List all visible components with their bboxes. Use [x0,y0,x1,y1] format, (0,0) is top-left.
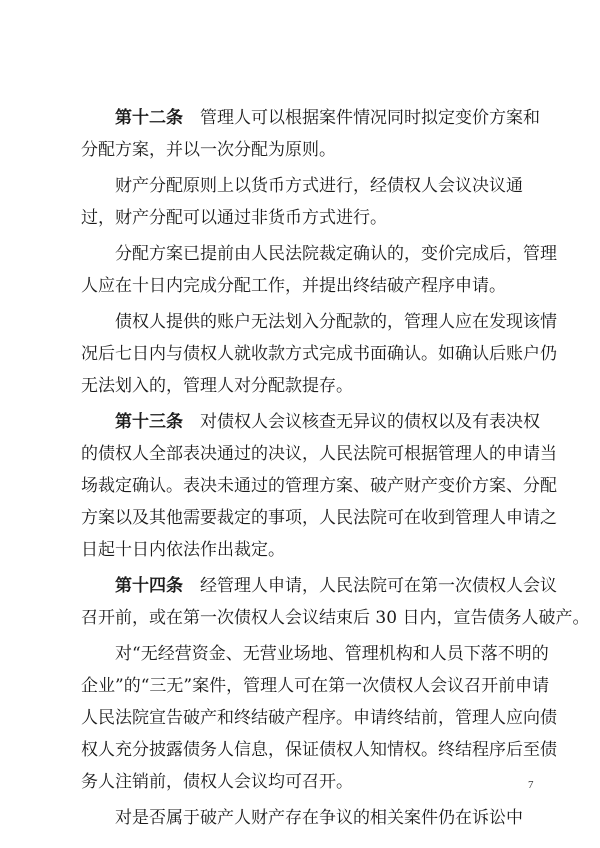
text-line [0,502,600,534]
text-line [0,670,600,702]
text-segment: 场裁定确认。表决未通过的管理方案、破产财产变价方案、分配 [81,476,557,496]
text-segment: 企业”的“三无”案件，管理人可在第一次债权人会议召开前申请 [81,676,550,696]
text-line [0,570,600,602]
text-line [0,238,600,270]
text-line [0,734,600,766]
text-segment: 对“无经营资金、无营业场地、管理机构和人员下落不明的 [115,644,549,664]
text-segment: 的债权人全部表决通过的决议，人民法院可根据管理人的申请当 [81,444,557,464]
article-heading: 第十三条 [115,412,183,432]
text-line [0,438,600,470]
text-line [0,470,600,502]
text-segment: 无法划入的，管理人对分配款提存。 [81,376,353,396]
text-segment: 权人充分披露债务人信息，保证债权人知情权。终结程序后至债 [81,740,557,760]
text-line [0,602,600,634]
text-segment: 过，财产分配可以通过非货币方式进行。 [81,208,387,228]
text-segment: 债权人提供的账户无法划入分配款的，管理人应在发现该情 [115,312,557,332]
text-segment: 人民法院宣告破产和终结破产程序。申请终结前，管理人应向债 [81,708,557,728]
text-line [0,202,600,234]
text-line [0,270,600,302]
text-segment: 分配方案，并以一次分配为原则。 [81,140,336,160]
text-segment: 召开前，或在第一次债权人会议结束后 30 日内，宣告债务人破产。 [81,608,590,628]
text-line [0,534,600,566]
text-segment: 对是否属于破产人财产存在争议的相关案件仍在诉讼中 [115,808,523,828]
text-segment: 管理人可以根据案件情况同时拟定变价方案和 [183,108,540,128]
text-segment: 财产分配原则上以货币方式进行，经债权人会议决议通 [115,176,523,196]
text-segment: 分配方案已提前由人民法院裁定确认的，变价完成后，管理 [115,244,557,264]
text-line [0,134,600,166]
text-segment: 务人注销前，债权人会议均可召开。 [81,772,353,792]
text-line [0,702,600,734]
text-segment: 人应在十日内完成分配工作，并提出终结破产程序申请。 [81,276,506,296]
text-line [0,766,600,798]
text-line [0,638,600,670]
text-line [0,802,600,834]
text-line [0,370,600,402]
article-heading: 第十四条 [115,576,183,596]
text-line [0,306,600,338]
text-segment: 方案以及其他需要裁定的事项，人民法院可在收到管理人申请之 [81,508,557,528]
text-segment: 经管理人申请，人民法院可在第一次债权人会议 [183,576,557,596]
text-segment: 况后七日内与债权人就收款方式完成书面确认。如确认后账户仍 [81,344,557,364]
article-heading: 第十二条 [115,108,183,128]
text-line [0,406,600,438]
text-line [0,338,600,370]
text-segment: 对债权人会议核查无异议的债权以及有表决权 [183,412,540,432]
text-line [0,170,600,202]
page-number: 7 [528,779,534,791]
text-line [0,102,600,134]
text-segment: 日起十日内依法作出裁定。 [81,540,285,560]
